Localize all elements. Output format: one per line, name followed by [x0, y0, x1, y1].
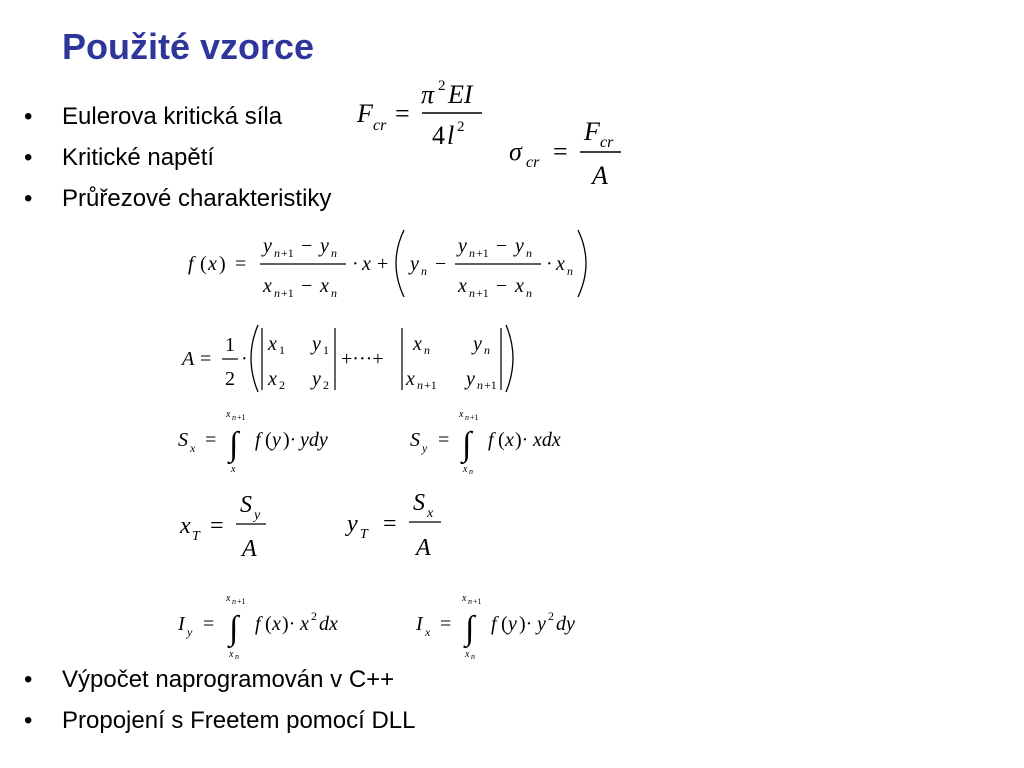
svg-text:x: x	[462, 593, 467, 604]
bullet-text: Propojení s Freetem pomocí DLL	[62, 707, 416, 734]
svg-text:)·: )·	[515, 429, 529, 451]
svg-text:·: ·	[352, 253, 359, 275]
svg-text:+1: +1	[281, 246, 294, 260]
svg-text:(: (	[265, 613, 272, 635]
svg-text:x: x	[229, 649, 234, 660]
svg-text:2: 2	[311, 609, 317, 623]
svg-text:x: x	[406, 368, 415, 390]
svg-text:n: n	[331, 286, 337, 300]
bullet-marker: •	[24, 144, 33, 171]
svg-text:y: y	[312, 368, 321, 390]
svg-text:dy: dy	[556, 613, 575, 635]
formula-inertia-y	[177, 593, 338, 661]
svg-text:f: f	[188, 253, 194, 275]
svg-text:x: x	[226, 409, 231, 420]
svg-text:y: y	[272, 429, 281, 451]
svg-text:n: n	[232, 413, 236, 422]
svg-text:n: n	[469, 246, 475, 260]
svg-text:x: x	[231, 464, 236, 475]
bullet-marker: •	[24, 185, 33, 212]
svg-text:x: x	[190, 441, 196, 455]
svg-text:x: x	[515, 275, 524, 297]
svg-text:x: x	[268, 333, 277, 355]
svg-text:n: n	[526, 246, 532, 260]
svg-text:x: x	[505, 429, 514, 451]
svg-text:y: y	[466, 368, 475, 390]
svg-text:x: x	[268, 368, 277, 390]
bullet-text: Kritické napětí	[62, 144, 215, 171]
svg-text:2: 2	[323, 378, 329, 392]
svg-text:x: x	[208, 253, 217, 275]
svg-text:+: +	[377, 253, 389, 275]
svg-text:n: n	[471, 652, 475, 661]
svg-text:cr: cr	[600, 134, 614, 151]
svg-text:S: S	[240, 492, 252, 518]
svg-text:)·: )·	[282, 613, 296, 635]
svg-text:=: =	[205, 429, 217, 451]
svg-text:2: 2	[548, 609, 554, 623]
svg-text:A: A	[182, 348, 195, 370]
svg-text:A: A	[242, 536, 257, 562]
svg-text:+1: +1	[237, 597, 246, 606]
svg-text:−: −	[435, 253, 447, 275]
svg-text:x: x	[300, 613, 309, 635]
svg-text:n: n	[526, 286, 532, 300]
svg-text:x: x	[463, 464, 468, 475]
svg-text:n: n	[567, 264, 573, 278]
svg-text:n: n	[484, 343, 490, 357]
svg-text:(: (	[501, 613, 508, 635]
svg-text:=: =	[235, 253, 247, 275]
svg-text:2: 2	[279, 378, 285, 392]
svg-text:x: x	[459, 409, 464, 420]
svg-text:·: ·	[241, 348, 248, 370]
svg-text:y: y	[187, 625, 193, 639]
svg-text:+1: +1	[476, 246, 489, 260]
svg-text:y: y	[254, 508, 261, 523]
svg-text:+1: +1	[424, 378, 437, 392]
svg-text:+···+: +···+	[341, 348, 384, 370]
svg-text:=: =	[210, 513, 224, 539]
formula-inertia-x	[415, 593, 575, 661]
svg-text:1: 1	[279, 343, 285, 357]
formula-critical-stress	[509, 117, 621, 190]
svg-text:dx: dx	[319, 613, 338, 635]
svg-text:y: y	[422, 441, 428, 455]
svg-text:n: n	[417, 378, 423, 392]
svg-text:=: =	[438, 429, 450, 451]
svg-text:∫: ∫	[465, 610, 475, 647]
bullet-text: Eulerova kritická síla	[62, 103, 283, 130]
svg-text:x: x	[362, 253, 371, 275]
svg-text:+1: +1	[473, 597, 482, 606]
svg-text:)·: )·	[519, 613, 533, 635]
svg-text:−: −	[496, 235, 508, 257]
svg-text:cr: cr	[373, 117, 387, 134]
svg-text:n: n	[331, 246, 337, 260]
svg-text:=: =	[395, 99, 410, 128]
svg-text:∫: ∫	[229, 610, 239, 647]
svg-text:x: x	[413, 333, 422, 355]
formula-area	[180, 325, 513, 392]
formula-linear-function	[188, 230, 586, 300]
svg-text:n: n	[465, 413, 469, 422]
svg-text:·: ·	[546, 253, 553, 275]
svg-text:y: y	[458, 235, 467, 257]
svg-text:x: x	[263, 275, 272, 297]
slide-title: Použité vzorce	[62, 26, 315, 67]
bullet-text: Výpočet naprogramován v C++	[62, 666, 395, 693]
svg-text:2: 2	[225, 368, 235, 390]
svg-text:−: −	[496, 275, 508, 297]
svg-text:I: I	[416, 613, 423, 635]
svg-text:∫: ∫	[229, 426, 239, 463]
svg-text:2: 2	[438, 78, 446, 94]
bullet-text: Průřezové charakteristiky	[62, 185, 332, 212]
svg-text:y: y	[508, 613, 517, 635]
svg-text:A: A	[592, 161, 608, 190]
svg-text:S: S	[410, 429, 420, 451]
svg-text:n: n	[469, 286, 475, 300]
svg-text:): )	[219, 253, 226, 275]
svg-text:4: 4	[432, 121, 445, 150]
bullet-marker: •	[24, 666, 33, 693]
svg-text:x: x	[272, 613, 281, 635]
svg-text:n: n	[274, 286, 280, 300]
svg-text:n: n	[421, 264, 427, 278]
formula-centroid-y	[345, 490, 441, 561]
svg-text:−: −	[301, 275, 313, 297]
formula-euler-force	[356, 78, 482, 150]
formula-static-moment-x	[178, 409, 328, 475]
svg-text:T: T	[192, 529, 200, 544]
svg-text:1: 1	[323, 343, 329, 357]
svg-text:x: x	[556, 253, 565, 275]
svg-text:=: =	[440, 613, 452, 635]
svg-text:=: =	[203, 613, 215, 635]
svg-text:n: n	[274, 246, 280, 260]
svg-text:y: y	[537, 613, 546, 635]
svg-text:+1: +1	[484, 378, 497, 392]
svg-text:1: 1	[225, 334, 235, 356]
svg-text:n: n	[469, 467, 473, 476]
svg-text:S: S	[413, 490, 425, 516]
svg-text:+1: +1	[476, 286, 489, 300]
svg-text:x: x	[458, 275, 467, 297]
svg-text:+1: +1	[237, 413, 246, 422]
svg-text:A: A	[416, 535, 431, 561]
svg-text:x: x	[425, 625, 431, 639]
svg-text:T: T	[360, 527, 368, 542]
svg-text:π: π	[421, 80, 435, 109]
svg-text:)·: )·	[283, 429, 297, 451]
svg-text:S: S	[178, 429, 188, 451]
svg-text:f: f	[491, 613, 497, 635]
svg-text:y: y	[320, 235, 329, 257]
svg-text:+1: +1	[470, 413, 479, 422]
svg-text:f: f	[255, 613, 261, 635]
svg-text:=: =	[200, 348, 212, 370]
svg-text:y: y	[312, 333, 321, 355]
svg-text:∫: ∫	[462, 426, 472, 463]
svg-text:cr: cr	[526, 154, 540, 171]
svg-text:y: y	[347, 511, 358, 537]
bullet-marker: •	[24, 103, 33, 130]
svg-text:n: n	[235, 652, 239, 661]
svg-text:(: (	[200, 253, 207, 275]
svg-text:=: =	[383, 511, 397, 537]
svg-text:F: F	[584, 117, 600, 146]
svg-text:y: y	[263, 235, 272, 257]
svg-text:n: n	[232, 597, 236, 606]
svg-text:y: y	[473, 333, 482, 355]
svg-text:=: =	[553, 137, 568, 166]
formula-static-moment-y	[410, 409, 561, 476]
svg-text:n: n	[468, 597, 472, 606]
svg-text:x: x	[320, 275, 329, 297]
bullet-marker: •	[24, 707, 33, 734]
formula-centroid-x	[179, 492, 266, 562]
svg-text:x: x	[465, 649, 470, 660]
svg-text:σ: σ	[509, 137, 522, 166]
svg-text:+1: +1	[281, 286, 294, 300]
svg-text:x: x	[180, 513, 191, 539]
svg-text:f: f	[488, 429, 494, 451]
svg-text:x: x	[427, 506, 434, 521]
svg-text:y: y	[515, 235, 524, 257]
svg-text:F: F	[357, 99, 373, 128]
svg-text:x: x	[226, 593, 231, 604]
svg-text:ydy: ydy	[300, 429, 328, 451]
svg-text:f: f	[255, 429, 261, 451]
svg-text:2: 2	[457, 119, 465, 135]
svg-text:xdx: xdx	[533, 429, 561, 451]
svg-text:n: n	[477, 378, 483, 392]
svg-text:EI: EI	[448, 80, 473, 109]
svg-text:(: (	[498, 429, 505, 451]
svg-text:y: y	[410, 253, 419, 275]
svg-text:−: −	[301, 235, 313, 257]
svg-text:(: (	[265, 429, 272, 451]
svg-text:l: l	[447, 121, 455, 150]
svg-text:I: I	[178, 613, 185, 635]
svg-text:n: n	[424, 343, 430, 357]
